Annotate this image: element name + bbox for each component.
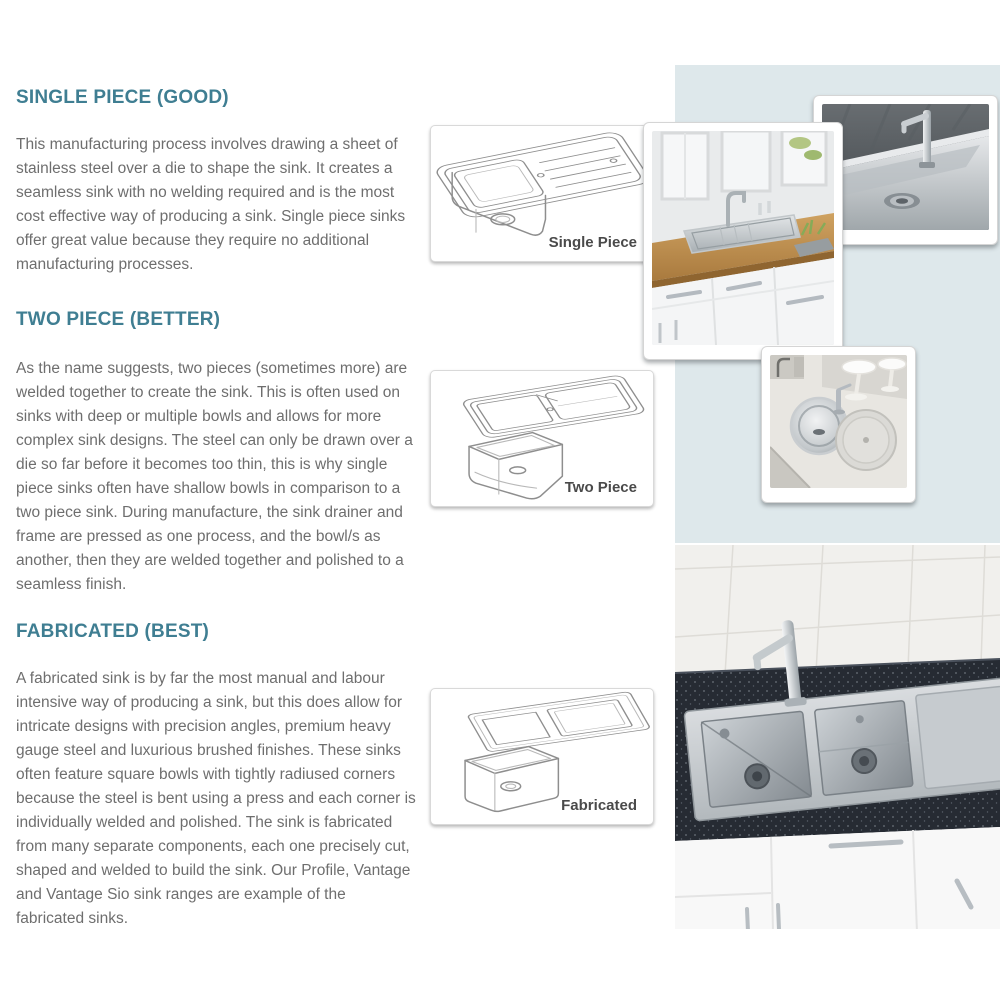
diagram-card-fabricated xyxy=(430,688,654,825)
body-two-piece: As the name suggests, two pieces (sometimes more) are welded together to create the sink. This is often used on sinks with deep or multiple bowls and allows for more complex sink designs. The steel can only be drawn over a die so far before it becomes too thin, this is why single piece sinks often have shallow bowls in comparison to a two piece sink. During manufacture, the sink drainer and frame are pressed as one process, and the bowl/s as another, then they are welded together and polished to a seamless finish. xyxy=(16,360,413,593)
photo-fabricated-sink-kitchen xyxy=(675,545,1000,932)
heading-single-piece: SINGLE PIECE (GOOD) xyxy=(16,87,229,108)
diagram-card-two-piece xyxy=(430,370,654,507)
body-fabricated: A fabricated sink is by far the most manual and labour intensive way of producing a sink, but this does allow for intricate designs with precision angles, premium heavy gauge steel and luxurious brushed finishes. These sinks often feature square bowls with tightly radiused corners because the steel is bent using a press and each corner is individually welded and polished. The sink is fabricated from many separate components, each one precisely cut, shaped and welded to build the sink. Our Profile, Vantage and Vantage Sio sink ranges are example of the fabricated sinks. xyxy=(16,670,416,927)
kitchen-worktop-sink-photo xyxy=(652,131,834,345)
diagram-label-single-piece: Single Piece xyxy=(548,234,637,251)
diagram-card-single-piece xyxy=(430,125,654,262)
fabricated-square-bowl-sink-photo xyxy=(675,545,1000,932)
photo-card-round-bowl-sink xyxy=(761,346,916,503)
diagram-label-fabricated: Fabricated xyxy=(561,797,637,814)
round-bowl-sink-photo xyxy=(770,355,907,488)
heading-two-piece: TWO PIECE (BETTER) xyxy=(16,309,221,330)
inset-sink-closeup-photo xyxy=(822,104,989,230)
diagram-label-two-piece: Two Piece xyxy=(564,479,637,496)
body-single-piece: This manufacturing process involves drawing a sheet of stainless steel over a die to shape the sink. It creates a seamless sink with no welding required and is the most cost effective way of producing a sink. Single piece sinks offer great value because they require no additional manufacturing processes. xyxy=(16,136,406,273)
photo-card-kitchen-worktop-sink xyxy=(643,122,843,360)
heading-fabricated: FABRICATED (BEST) xyxy=(16,621,210,642)
